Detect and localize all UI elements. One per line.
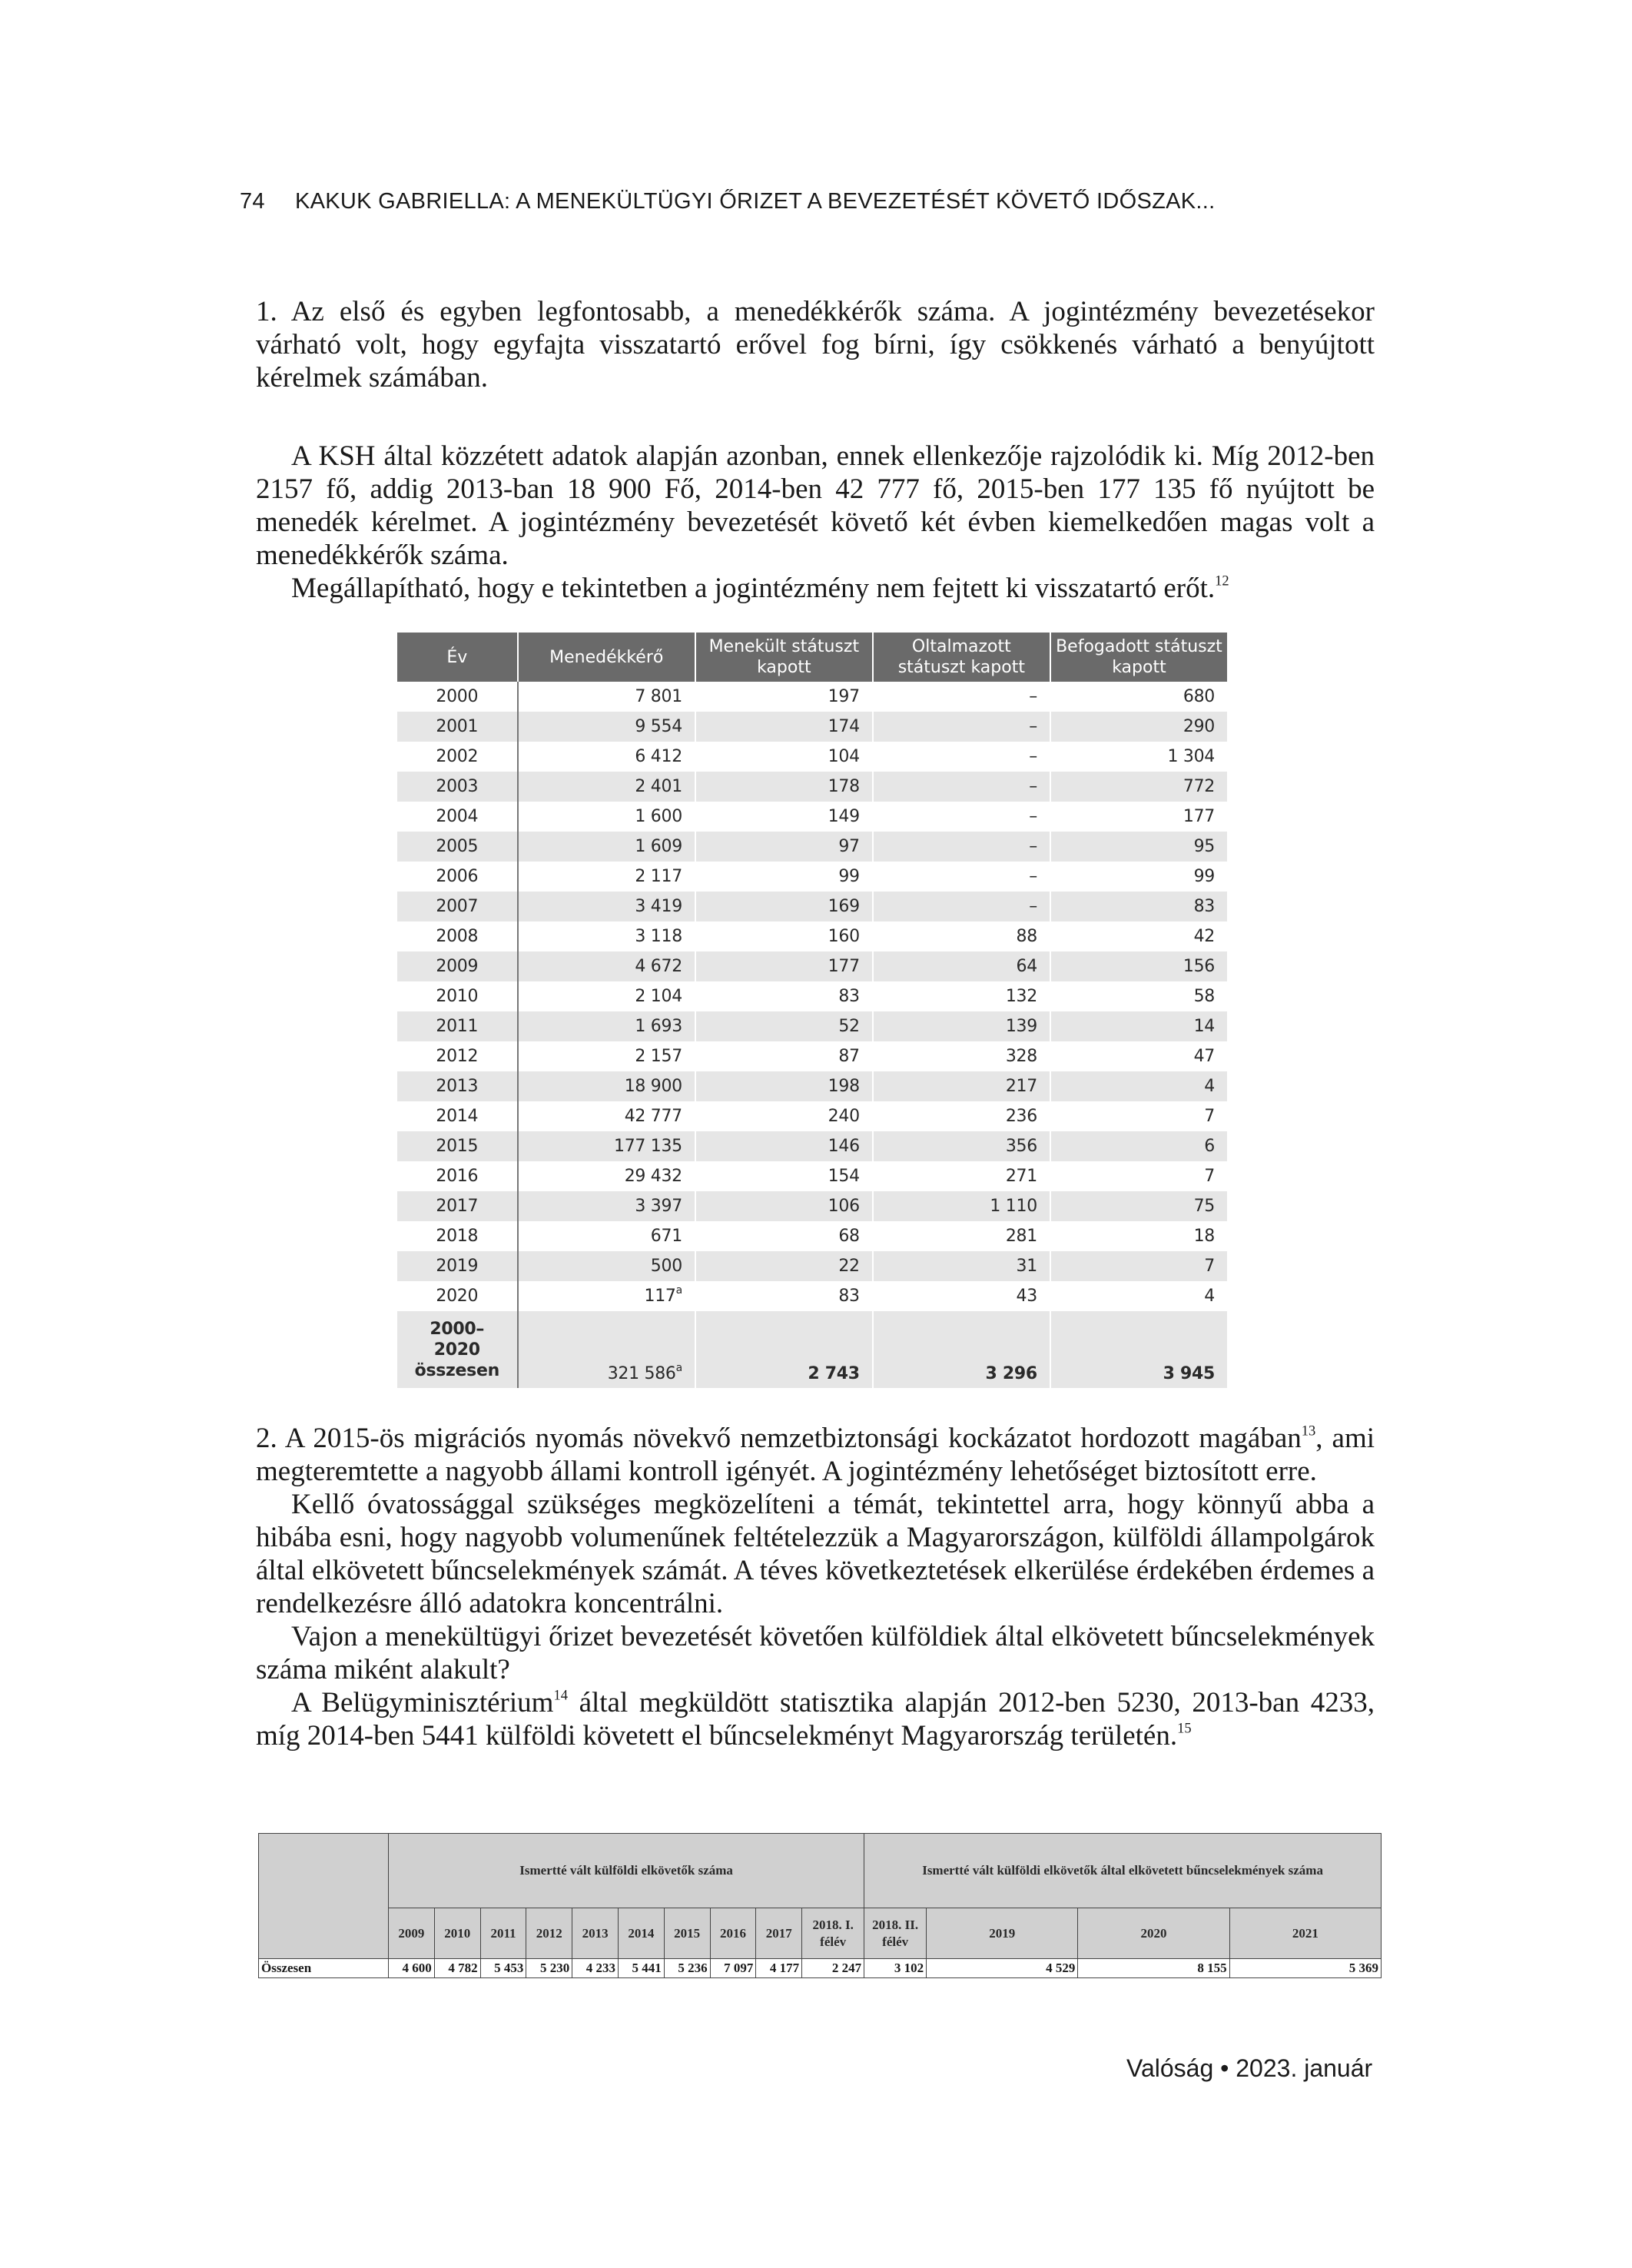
value-cell: 4 233 xyxy=(572,1959,619,1978)
table-row xyxy=(397,1101,1227,1131)
protected-cell: – xyxy=(873,832,1050,862)
footnote-ref-12[interactable]: 12 xyxy=(1215,573,1229,589)
year-cell: 2006 xyxy=(397,862,518,892)
table-row xyxy=(397,802,1227,832)
admitted-cell: 83 xyxy=(1050,892,1227,921)
value-cell: 4 600 xyxy=(389,1959,435,1978)
asylum-cell: 177 135 xyxy=(518,1131,695,1161)
year-header: 2013 xyxy=(572,1908,619,1959)
asylum-cell: 42 777 xyxy=(518,1101,695,1131)
value-cell: 5 236 xyxy=(664,1959,710,1978)
footnote-ref-14[interactable]: 14 xyxy=(553,1688,568,1704)
year-cell: 2018 xyxy=(397,1221,518,1251)
total-admitted-cell: 3 945 xyxy=(1050,1311,1227,1388)
protected-cell: 236 xyxy=(873,1101,1050,1131)
paragraph-block-3 xyxy=(256,1422,1375,1752)
protected-cell: 217 xyxy=(873,1071,1050,1101)
protected-cell: 132 xyxy=(873,981,1050,1011)
year-header: 2017 xyxy=(756,1908,802,1959)
protected-cell: 88 xyxy=(873,921,1050,951)
asylum-cell: 18 900 xyxy=(518,1071,695,1101)
asylum-cell: 500 xyxy=(518,1251,695,1281)
asylum-cell: 29 432 xyxy=(518,1161,695,1191)
asylum-cell: 2 117 xyxy=(518,862,695,892)
admitted-cell: 42 xyxy=(1193,927,1215,946)
protected-cell: 43 xyxy=(873,1281,1050,1311)
protected-cell: 281 xyxy=(873,1221,1050,1251)
protected-cell: 139 xyxy=(873,1011,1050,1041)
asylum-cell: 3 419 xyxy=(518,892,695,921)
admitted-cell: 6 xyxy=(1050,1131,1227,1161)
value-cell: 4 529 xyxy=(927,1959,1078,1978)
asylum-cell: 1 600 xyxy=(518,802,695,832)
refugee-cell: 52 xyxy=(695,1011,873,1041)
value-cell: 5 441 xyxy=(618,1959,664,1978)
asylum-cell: 1 693 xyxy=(518,1011,695,1041)
table-row xyxy=(397,1281,1227,1311)
admitted-cell: 4 xyxy=(1204,1287,1215,1306)
year-cell: 2014 xyxy=(397,1101,518,1131)
admitted-cell: 47 xyxy=(1193,1047,1215,1066)
refugee-cell: 177 xyxy=(695,951,873,981)
admitted-cell: 177 xyxy=(1183,807,1215,826)
protected-cell: 356 xyxy=(873,1131,1050,1161)
paragraph-6: Vajon a menekültügyi őrizet bevezetését követően külföldiek által elkövetett bűncselekmények száma miként alakult? xyxy=(256,1621,1375,1685)
refugee-cell: 22 xyxy=(695,1251,873,1281)
protected-cell: – xyxy=(873,742,1050,772)
paragraph-block-1 xyxy=(256,295,1375,394)
admitted-cell: 1 304 xyxy=(1167,747,1215,766)
table-row xyxy=(397,1071,1227,1101)
protected-cell: – xyxy=(873,682,1050,712)
col-header-protected-status: Oltalmazott státuszt kapott xyxy=(873,633,1050,682)
value-cell: 3 102 xyxy=(864,1959,927,1978)
year-cell: 2008 xyxy=(397,921,518,951)
paragraph-3-text: Megállapítható, hogy e tekintetben a jogintézmény nem fejtett ki visszatartó erőt. xyxy=(291,573,1216,604)
protected-cell: – xyxy=(873,712,1050,742)
refugee-cell: 87 xyxy=(695,1041,873,1071)
table-row xyxy=(397,1251,1227,1281)
refugee-cell: 154 xyxy=(695,1161,873,1191)
total-refugee-cell: 2 743 xyxy=(695,1311,873,1388)
total-label-line2: 2020 xyxy=(433,1340,480,1360)
paragraph-4 xyxy=(256,1422,1375,1488)
table-row xyxy=(397,1161,1227,1191)
asylum-cell: 3 397 xyxy=(518,1191,695,1221)
year-header: 2009 xyxy=(389,1908,435,1959)
footnote-ref-13[interactable]: 13 xyxy=(1301,1423,1316,1439)
year-header: 2015 xyxy=(664,1908,710,1959)
total-label-line3: összesen xyxy=(414,1360,499,1380)
value-cell: 2 247 xyxy=(802,1959,864,1978)
asylum-cell: 3 118 xyxy=(518,921,695,951)
table-row xyxy=(397,1041,1227,1071)
paragraph-2: A KSH által közzétett adatok alapján azonban, ennek ellenkezője rajzolódik ki. Míg 2012-ben 2157 fő, addig 2013-ban 18 900 Fő, 2014-ben 42 777 fő, 2015-ben 177 135 fő nyújtott be menedék kérelmet. A jogintézmény bevezetését követő két évben kiemelkedően magas volt a menedékkérők száma. xyxy=(256,440,1375,571)
table-row xyxy=(397,832,1227,862)
table-header-row xyxy=(397,633,1227,682)
asylum-statistics-table xyxy=(397,633,1227,1388)
admitted-cell: 7 xyxy=(1050,1251,1227,1281)
group-header-crimes: Ismertté vált külföldi elkövetők által elkövetett bűncselekmények száma xyxy=(864,1834,1382,1908)
table-row xyxy=(397,862,1227,892)
total-label-line1: 2000– xyxy=(430,1319,485,1339)
protected-cell: 64 xyxy=(873,951,1050,981)
refugee-cell: 83 xyxy=(695,981,873,1011)
total-asylum-cell xyxy=(518,1311,695,1388)
year-cell: 2004 xyxy=(397,802,518,832)
year-cell: 2013 xyxy=(397,1071,518,1101)
year-cell: 2020 xyxy=(397,1281,518,1311)
refugee-cell: 83 xyxy=(695,1281,873,1311)
asylum-cell: 4 672 xyxy=(518,951,695,981)
protected-cell: 271 xyxy=(873,1161,1050,1191)
total-asylum-value: 321 586 xyxy=(607,1364,676,1383)
refugee-cell: 240 xyxy=(695,1101,873,1131)
refugee-cell: 160 xyxy=(695,921,873,951)
year-cell: 2007 xyxy=(397,892,518,921)
paragraph-4-text-b: , ami megteremtette a nagyobb állami kontroll igényét. A jogintézmény lehetőséget biztosított erre. xyxy=(256,1423,1375,1487)
admitted-cell: 7 xyxy=(1204,1167,1215,1186)
refugee-cell: 97 xyxy=(695,832,873,862)
protected-cell: – xyxy=(873,892,1050,921)
table-row xyxy=(397,1011,1227,1041)
year-cell: 2003 xyxy=(397,772,518,802)
paragraph-5: Kellő óvatossággal szükséges megközelíteni a témát, tekintettel arra, hogy könnyű abba a hibába esni, hogy nagyobb volumenűnek feltételezzük a Magyarországon, külföldi állampolgárok által elkövetett bűncselekmények számát. A téves következtetések elkerülése érdekében érdemes a rendelkezésre álló adatokra koncentrálni. xyxy=(256,1489,1375,1619)
paragraph-block-2 xyxy=(256,440,1375,605)
paragraph-7 xyxy=(256,1686,1375,1752)
value-cell: 4 782 xyxy=(434,1959,480,1978)
value-cell: 5 369 xyxy=(1229,1959,1381,1978)
refugee-cell: 104 xyxy=(695,742,873,772)
paragraph-1: 1. Az első és egyben legfontosabb, a menedékkérők száma. A jogintézmény bevezetésekor várható volt, hogy egyfajta visszatartó erővel fog bírni, így csökkenés várható a benyújtott kérelmek számában. xyxy=(256,296,1375,393)
table-row xyxy=(397,1191,1227,1221)
admitted-cell: 95 xyxy=(1050,832,1227,862)
table-row xyxy=(397,981,1227,1011)
paragraph-4-text-a: 2. A 2015-ös migrációs nyomás növekvő nemzetbiztonsági kockázatot hordozott magában xyxy=(256,1423,1302,1454)
page-footer: Valóság • 2023. január xyxy=(1126,2054,1373,2082)
year-cell: 2019 xyxy=(397,1251,518,1281)
admitted-cell: 75 xyxy=(1050,1191,1227,1221)
admitted-cell: 99 xyxy=(1193,867,1215,886)
admitted-cell: 290 xyxy=(1050,712,1227,742)
protected-cell: 31 xyxy=(873,1251,1050,1281)
value-cell: 7 097 xyxy=(710,1959,756,1978)
table-row xyxy=(397,742,1227,772)
table-row xyxy=(397,1131,1227,1161)
year-cell: 2005 xyxy=(397,832,518,862)
refugee-cell: 146 xyxy=(695,1131,873,1161)
asylum-cell: 1 609 xyxy=(518,832,695,862)
total-label-cell xyxy=(397,1311,518,1388)
year-header: 2020 xyxy=(1078,1908,1229,1959)
asylum-cell: 2 157 xyxy=(518,1041,695,1071)
row-label: Összesen xyxy=(259,1959,389,1978)
protected-cell: 1 110 xyxy=(873,1191,1050,1221)
year-header: 2012 xyxy=(526,1908,572,1959)
year-header: 2018. II. félév xyxy=(864,1908,927,1959)
protected-cell: – xyxy=(873,772,1050,802)
protected-cell: – xyxy=(873,862,1050,892)
year-header: 2018. I. félév xyxy=(802,1908,864,1959)
asylum-cell: 6 412 xyxy=(518,742,695,772)
total-protected-cell: 3 296 xyxy=(873,1311,1050,1388)
admitted-cell: 14 xyxy=(1050,1011,1227,1041)
table-row xyxy=(397,951,1227,981)
table-total-row xyxy=(397,1311,1227,1388)
year-header: 2021 xyxy=(1229,1908,1381,1959)
refugee-cell: 149 xyxy=(695,802,873,832)
refugee-cell: 68 xyxy=(695,1221,873,1251)
year-header: 2019 xyxy=(927,1908,1078,1959)
refugee-cell: 169 xyxy=(695,892,873,921)
note-marker: a xyxy=(675,1284,682,1297)
asylum-cell: 7 801 xyxy=(518,682,695,712)
year-header: 2011 xyxy=(480,1908,526,1959)
refugee-cell: 198 xyxy=(695,1071,873,1101)
running-title: KAKUK GABRIELLA: A MENEKÜLTÜGYI ŐRIZET A BEVEZETÉSÉT KÖVETŐ IDŐSZAK... xyxy=(295,189,1216,214)
protected-cell: 328 xyxy=(873,1041,1050,1071)
year-cell: 2016 xyxy=(397,1161,518,1191)
table-row xyxy=(397,1221,1227,1251)
table-row xyxy=(397,921,1227,951)
table-year-header-row xyxy=(259,1908,1382,1959)
asylum-cell: 2 104 xyxy=(518,981,695,1011)
asylum-cell: 671 xyxy=(518,1221,695,1251)
table-group-header-row xyxy=(259,1834,1382,1908)
refugee-cell: 178 xyxy=(695,772,873,802)
asylum-cell xyxy=(518,1281,695,1311)
col-header-admitted-status: Befogadott státuszt kapott xyxy=(1050,633,1227,682)
protected-cell: – xyxy=(873,802,1050,832)
group-header-offenders: Ismertté vált külföldi elkövetők száma xyxy=(389,1834,864,1908)
admitted-cell: 772 xyxy=(1050,772,1227,802)
year-cell: 2012 xyxy=(397,1041,518,1071)
admitted-cell: 58 xyxy=(1193,987,1215,1006)
table-row xyxy=(259,1959,1382,1978)
empty-corner-cell xyxy=(259,1834,389,1959)
admitted-cell: 680 xyxy=(1183,687,1215,706)
note-marker: a xyxy=(675,1362,682,1374)
refugee-cell: 174 xyxy=(695,712,873,742)
year-cell: 2000 xyxy=(397,682,518,712)
admitted-cell: 156 xyxy=(1050,951,1227,981)
year-cell: 2009 xyxy=(397,951,518,981)
asylum-cell: 9 554 xyxy=(518,712,695,742)
footnote-ref-15[interactable]: 15 xyxy=(1177,1721,1192,1737)
table-row xyxy=(397,892,1227,921)
paragraph-7-text-a: A Belügyminisztérium xyxy=(291,1687,554,1718)
col-header-refugee-status: Menekült státuszt kapott xyxy=(695,633,873,682)
year-cell: 2015 xyxy=(397,1131,518,1161)
admitted-cell: 4 xyxy=(1050,1071,1227,1101)
year-header: 2014 xyxy=(618,1908,664,1959)
year-header: 2010 xyxy=(434,1908,480,1959)
col-header-year: Év xyxy=(397,633,518,682)
year-cell: 2011 xyxy=(397,1011,518,1041)
col-header-asylum-seekers: Menedékkérő xyxy=(518,633,695,682)
page-number: 74 xyxy=(240,189,265,214)
admitted-cell: 18 xyxy=(1193,1227,1215,1246)
value-cell: 8 155 xyxy=(1078,1959,1229,1978)
value-cell: 5 230 xyxy=(526,1959,572,1978)
admitted-cell: 7 xyxy=(1204,1107,1215,1126)
asylum-value: 117 xyxy=(644,1287,676,1306)
year-cell: 2017 xyxy=(397,1191,518,1221)
year-header: 2016 xyxy=(710,1908,756,1959)
table-row xyxy=(397,682,1227,712)
paragraph-3 xyxy=(256,572,1375,605)
year-cell: 2002 xyxy=(397,742,518,772)
table-row xyxy=(397,712,1227,742)
value-cell: 4 177 xyxy=(756,1959,802,1978)
paragraph-7-text-b: által megküldött statisztika alapján 2012-ben 5230, 2013-ban 4233, míg 2014-ben 5441 külföldi követett el bűncselekményt Magyarország területén. xyxy=(256,1687,1375,1752)
running-header xyxy=(240,189,1215,214)
table-row xyxy=(397,772,1227,802)
refugee-cell: 106 xyxy=(695,1191,873,1221)
value-cell: 5 453 xyxy=(480,1959,526,1978)
refugee-cell: 197 xyxy=(695,682,873,712)
asylum-cell: 2 401 xyxy=(518,772,695,802)
year-cell: 2001 xyxy=(397,712,518,742)
refugee-cell: 99 xyxy=(695,862,873,892)
year-cell: 2010 xyxy=(397,981,518,1011)
foreign-offenders-table xyxy=(258,1833,1382,1978)
